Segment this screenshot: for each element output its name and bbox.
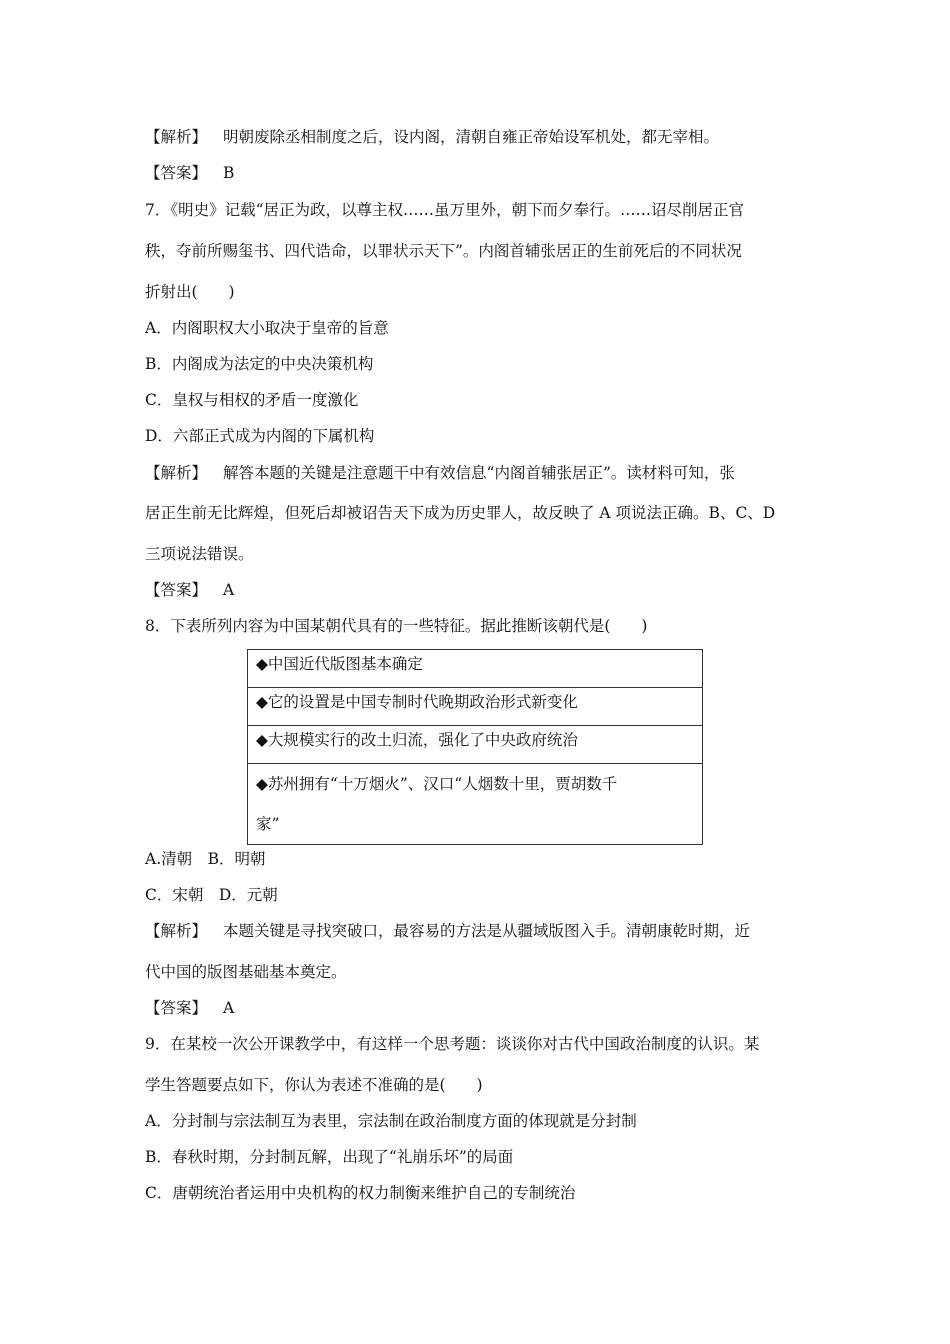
table-cell [248,764,703,845]
q9-stem-line-2: 学生答题要点如下，你认为表述不准确的是( ) [145,1076,483,1094]
q8-feature-table [247,649,703,845]
q8-analysis [145,920,750,942]
answer-value: A [223,999,235,1017]
q7-stem-line-1: 7．《明史》记载“居正为政，以尊主权……虽万里外，朝下而夕奉行。……诏尽削居正官 [145,201,745,219]
table-cell: ◆中国近代版图基本确定 [248,650,703,688]
answer-tag: 【答案】 [145,581,208,599]
table-cell-line: ◆苏州拥有“十万烟火”、汉口“人烟数十里，贾胡数千 [256,775,618,793]
table-row [248,726,703,764]
table-cell-line: 家” [256,815,280,833]
q7-stem-line-3: 折射出( ) [145,283,235,301]
answer-value: A [223,581,235,599]
q8-analysis-line-2: 代中国的版图基础基本奠定。 [145,963,347,981]
q7-option-b: B．内阁成为法定的中央决策机构 [145,355,374,373]
q8-options-cd: C．宋朝 D．元朝 [145,886,278,904]
q7-option-a: A．内阁职权大小取决于皇帝的旨意 [145,319,389,337]
analysis-tag: 【解析】 [145,464,208,482]
analysis-tag: 【解析】 [145,922,208,940]
q9-stem-line-1: 9．在某校一次公开课教学中，有这样一个思考题：谈谈你对古代中国政治制度的认识。某 [145,1035,760,1053]
q7-analysis-line-3: 三项说法错误。 [145,545,254,563]
q8-answer [145,997,234,1019]
q8-stem: 8．下表所列内容为中国某朝代具有的一些特征。据此推断该朝代是( ) [145,617,648,635]
answer-tag: 【答案】 [145,999,208,1017]
q9-option-b: B．春秋时期，分封制瓦解，出现了“礼崩乐坏”的局面 [145,1148,514,1166]
table-cell: ◆它的设置是中国专制时代晚期政治形式新变化 [248,688,703,726]
table-cell: ◆大规模实行的改土归流，强化了中央政府统治 [248,726,703,764]
q7-answer [145,579,234,601]
q7-analysis [145,462,735,484]
answer-value: B [223,164,235,182]
q9-option-a: A．分封制与宗法制互为表里，宗法制在政治制度方面的体现就是分封制 [145,1112,637,1130]
q7-option-d: D．六部正式成为内阁的下属机构 [145,427,375,445]
table-row [248,764,703,845]
q6-answer [145,162,234,184]
answer-tag: 【答案】 [145,164,208,182]
q7-option-c: C．皇权与相权的矛盾一度激化 [145,391,359,409]
analysis-tag: 【解析】 [145,128,208,146]
table-row [248,650,703,688]
analysis-line: 本题关键是寻找突破口，最容易的方法是从疆域版图入手。清朝康乾时期，近 [223,922,751,940]
analysis-text: 明朝废除丞相制度之后，设内阁，清朝自雍正帝始设军机处，都无宰相。 [223,128,720,146]
analysis-line: 解答本题的关键是注意题干中有效信息“内阁首辅张居正”。读材料可知，张 [223,464,735,482]
q7-stem-line-2: 秩，夺前所赐玺书、四代诰命，以罪状示天下”。内阁首辅张居正的生前死后的不同状况 [145,242,742,260]
q6-analysis [145,126,719,148]
q8-options-ab: A.清朝 B．明朝 [145,850,266,868]
table-row [248,688,703,726]
q9-option-c: C．唐朝统治者运用中央机构的权力制衡来维护自己的专制统治 [145,1184,576,1202]
q7-analysis-line-2: 居正生前无比辉煌，但死后却被诏告天下成为历史罪人，故反映了 A 项说法正确。B、C、D [145,504,776,522]
